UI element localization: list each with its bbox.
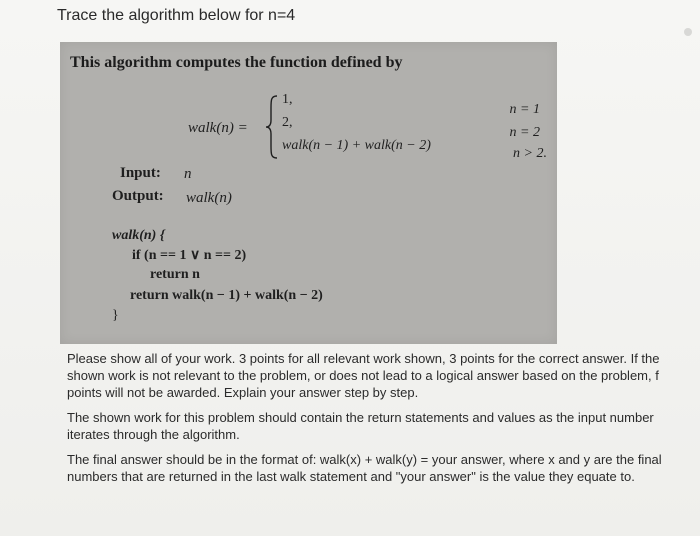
instruction-paragraph: The shown work for this problem should contain the return statements and values as the input number iterates through the algorithm.: [67, 410, 654, 442]
instruction-paragraph: Please show all of your work. 3 points for all relevant work shown, 3 points for the correct answer. If the shown work is not relevant to the problem, or does not lead to a logical answer based on the problem, f points will not be awarded. Explain your answer step by step.: [67, 351, 660, 400]
instructions: [67, 350, 697, 493]
algorithm-image: [60, 42, 557, 344]
code-line-4: return walk(n − 1) + walk(n − 2): [130, 288, 323, 303]
input-label: Input:: [120, 165, 161, 181]
function-lhs: walk(n) =: [188, 120, 248, 136]
left-brace: [265, 94, 279, 160]
case-1: 1,: [282, 92, 293, 107]
code-line-2: if (n == 1 ∨ n == 2): [132, 248, 247, 263]
code-line-3: return n: [150, 267, 200, 282]
output-value: walk(n): [186, 190, 232, 206]
input-value: n: [184, 166, 192, 182]
condition-3: n > 2.: [513, 146, 547, 161]
corner-mark: [684, 28, 692, 36]
instruction-paragraph: The final answer should be in the format of: walk(x) + walk(y) = your answer, where x and y are the final numbers that are returned in the last walk statement and "your answer" is the value they equate to.: [67, 452, 662, 484]
code-line-5: }: [112, 308, 119, 323]
condition-2: n = 2: [509, 125, 540, 140]
condition-1: n = 1: [509, 102, 540, 117]
case-3: walk(n − 1) + walk(n − 2): [282, 138, 431, 153]
code-line-1: walk(n) {: [112, 228, 165, 243]
algorithm-title: This algorithm computes the function defined by: [70, 54, 403, 71]
case-2: 2,: [282, 115, 293, 130]
output-label: Output:: [112, 188, 164, 204]
question-text: Trace the algorithm below for n=4: [57, 7, 296, 24]
